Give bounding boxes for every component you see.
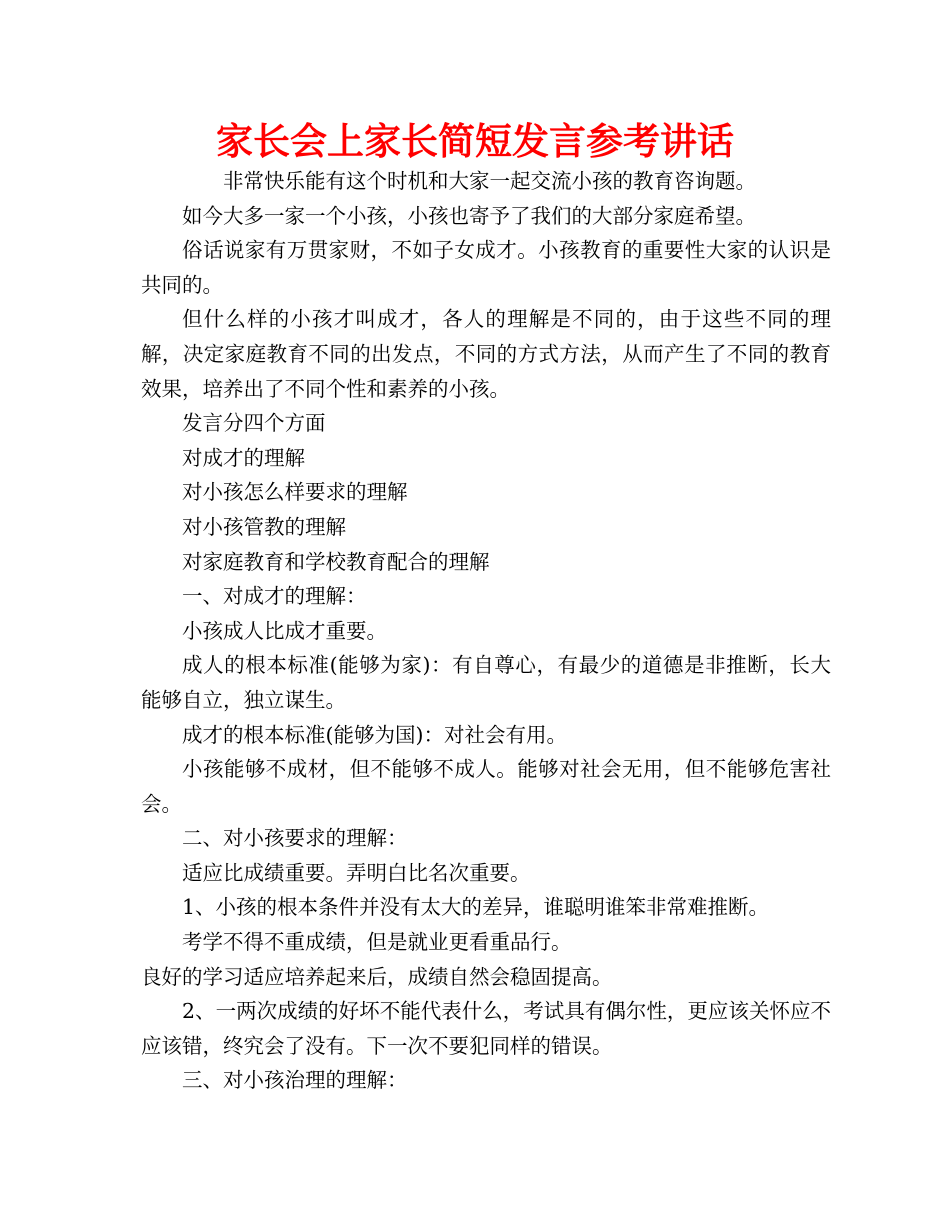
- paragraph: 良好的学习适应培养起来后，成绩自然会稳固提高。: [141, 964, 613, 989]
- paragraph: 成人的根本标准(能够为家)：有自尊心，有最少的道德是非推断，长大能够自立，独立谋生。: [141, 653, 831, 712]
- paragraph: 非常快乐能有这个时机和大家一起交流小孩的教育咨询题。: [223, 169, 756, 193]
- section-heading: 二、对小孩要求的理解：: [182, 826, 408, 851]
- document-body: [141, 164, 831, 1098]
- paragraph: 对成才的理解: [182, 445, 305, 470]
- paragraph: 小孩能够不成材，但不能够不成人。能够对社会无用，但不能够危害社会。: [141, 757, 831, 816]
- paragraph: 1、小孩的根本条件并没有太大的差异，谁聪明谁笨非常难推断。: [182, 895, 770, 920]
- section-heading: 三、对小孩治理的理解：: [182, 1068, 408, 1093]
- paragraph: 对家庭教育和学校教育配合的理解: [182, 549, 490, 574]
- paragraph: 小孩成人比成才重要。: [182, 618, 387, 643]
- paragraph: 如今大多一家一个小孩，小孩也寄予了我们的大部分家庭希望。: [182, 203, 756, 228]
- paragraph: 成才的根本标准(能够为国)：对社会有用。: [182, 722, 567, 747]
- paragraph: 俗话说家有万贯家财，不如子女成才。小孩教育的重要性大家的认识是共同的。: [141, 238, 831, 297]
- paragraph: 发言分四个方面: [182, 411, 326, 436]
- paragraph: 考学不得不重成绩，但是就业更看重品行。: [182, 930, 572, 955]
- paragraph: 但什么样的小孩才叫成才，各人的理解是不同的，由于这些不同的理解，决定家庭教育不同的出发点，不同的方式方法，从而产生了不同的教育效果，培养出了不同个性和素养的小孩。: [141, 307, 831, 401]
- paragraph: 适应比成绩重要。弄明白比名次重要。: [182, 860, 531, 885]
- paragraph: 2、一两次成绩的好坏不能代表什么，考试具有偶尔性，更应该关怀应不应该错，终究会了没有。下一次不要犯同样的错误。: [141, 999, 831, 1058]
- paragraph: 对小孩管教的理解: [182, 514, 346, 539]
- paragraph: 对小孩怎么样要求的理解: [182, 480, 408, 505]
- document-title: 家长会上家长简短发言参考讲话: [216, 120, 734, 163]
- section-heading: 一、对成才的理解：: [182, 584, 367, 609]
